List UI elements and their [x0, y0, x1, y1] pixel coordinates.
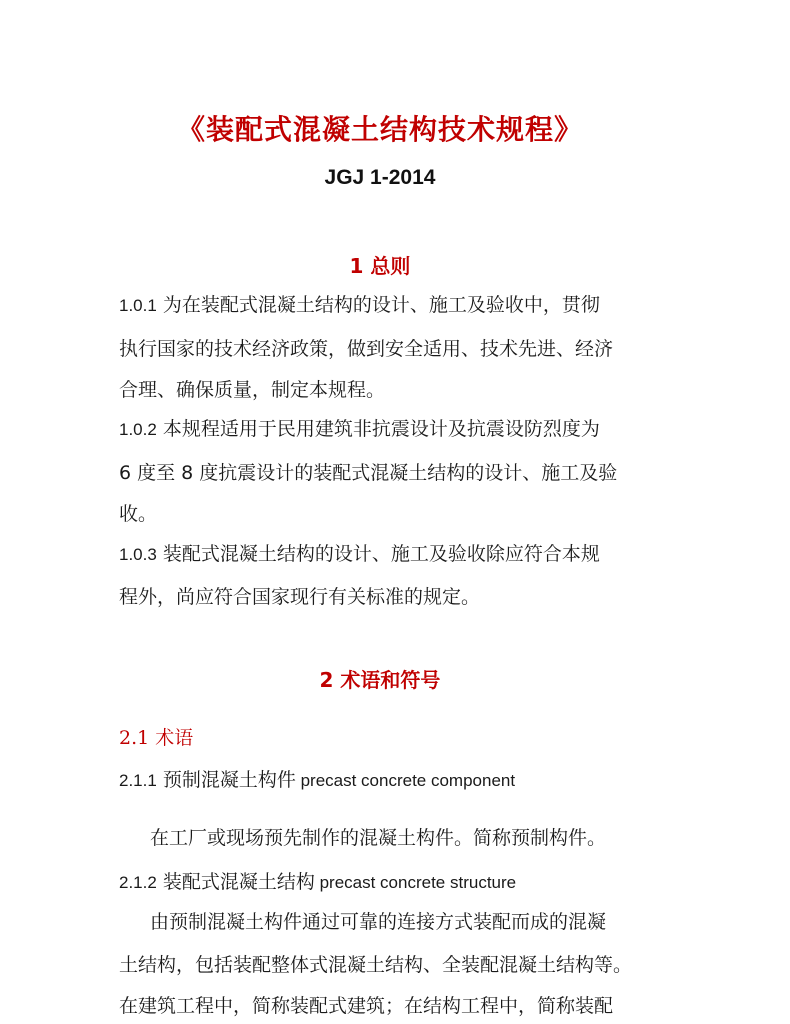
clause-1-0-3-line-1: 1.0.3 装配式混凝土结构的设计、施工及验收除应符合本规	[119, 543, 600, 565]
term-number: 2.1.1	[119, 771, 157, 790]
clause-1-0-2-line-3: 收。	[119, 503, 158, 525]
term-2-1-2-definition-line-1: 由预制混凝土构件通过可靠的连接方式装配而成的混凝	[150, 911, 607, 933]
clause-number: 1.0.2	[119, 420, 157, 439]
chapter-2-heading: 2 术语和符号	[319, 668, 441, 692]
document-title: 《装配式混凝土结构技术规程》	[176, 113, 583, 146]
clause-1-0-2-line-2: 6 度至 8 度抗震设计的装配式混凝土结构的设计、施工及验	[119, 462, 618, 484]
term-2-1-2	[119, 867, 516, 894]
term-2-1-1-definition: 在工厂或现场预先制作的混凝土构件。简称预制构件。	[150, 827, 607, 849]
clause-1-0-1-line-3: 合理、确保质量，制定本规程。	[119, 379, 386, 401]
term-2-1-2-definition-line-3: 在建筑工程中，简称装配式建筑；在结构工程中，简称装配	[119, 995, 614, 1017]
clause-1-0-1-line-2: 执行国家的技术经济政策，做到安全适用、技术先进、经济	[119, 338, 614, 360]
term-chinese: 预制混凝土构件	[156, 769, 296, 791]
clause-1-0-2-line-1: 1.0.2 本规程适用于民用建筑非抗震设计及抗震设防烈度为	[119, 418, 600, 440]
clause-1-0-3-line-2: 程外，尚应符合国家现行有关标准的规定。	[119, 586, 481, 608]
term-chinese: 装配式混凝土结构	[156, 871, 315, 893]
standard-code: JGJ 1-2014	[324, 166, 436, 189]
term-english: precast concrete component	[295, 771, 516, 790]
clause-number: 1.0.3	[119, 545, 157, 564]
clause-1-0-1-line-1: 1.0.1 为在装配式混凝土结构的设计、施工及验收中，贯彻	[119, 294, 600, 316]
term-number: 2.1.2	[119, 873, 157, 892]
chapter-1-heading: 1 总则	[349, 254, 411, 278]
section-2-1-heading: 2.1 术语	[119, 727, 194, 749]
term-2-1-1	[119, 765, 515, 792]
term-2-1-2-definition-line-2: 土结构，包括装配整体式混凝土结构、全装配混凝土结构等。	[119, 954, 633, 976]
term-english: precast concrete structure	[314, 873, 517, 892]
clause-number: 1.0.1	[119, 296, 157, 315]
